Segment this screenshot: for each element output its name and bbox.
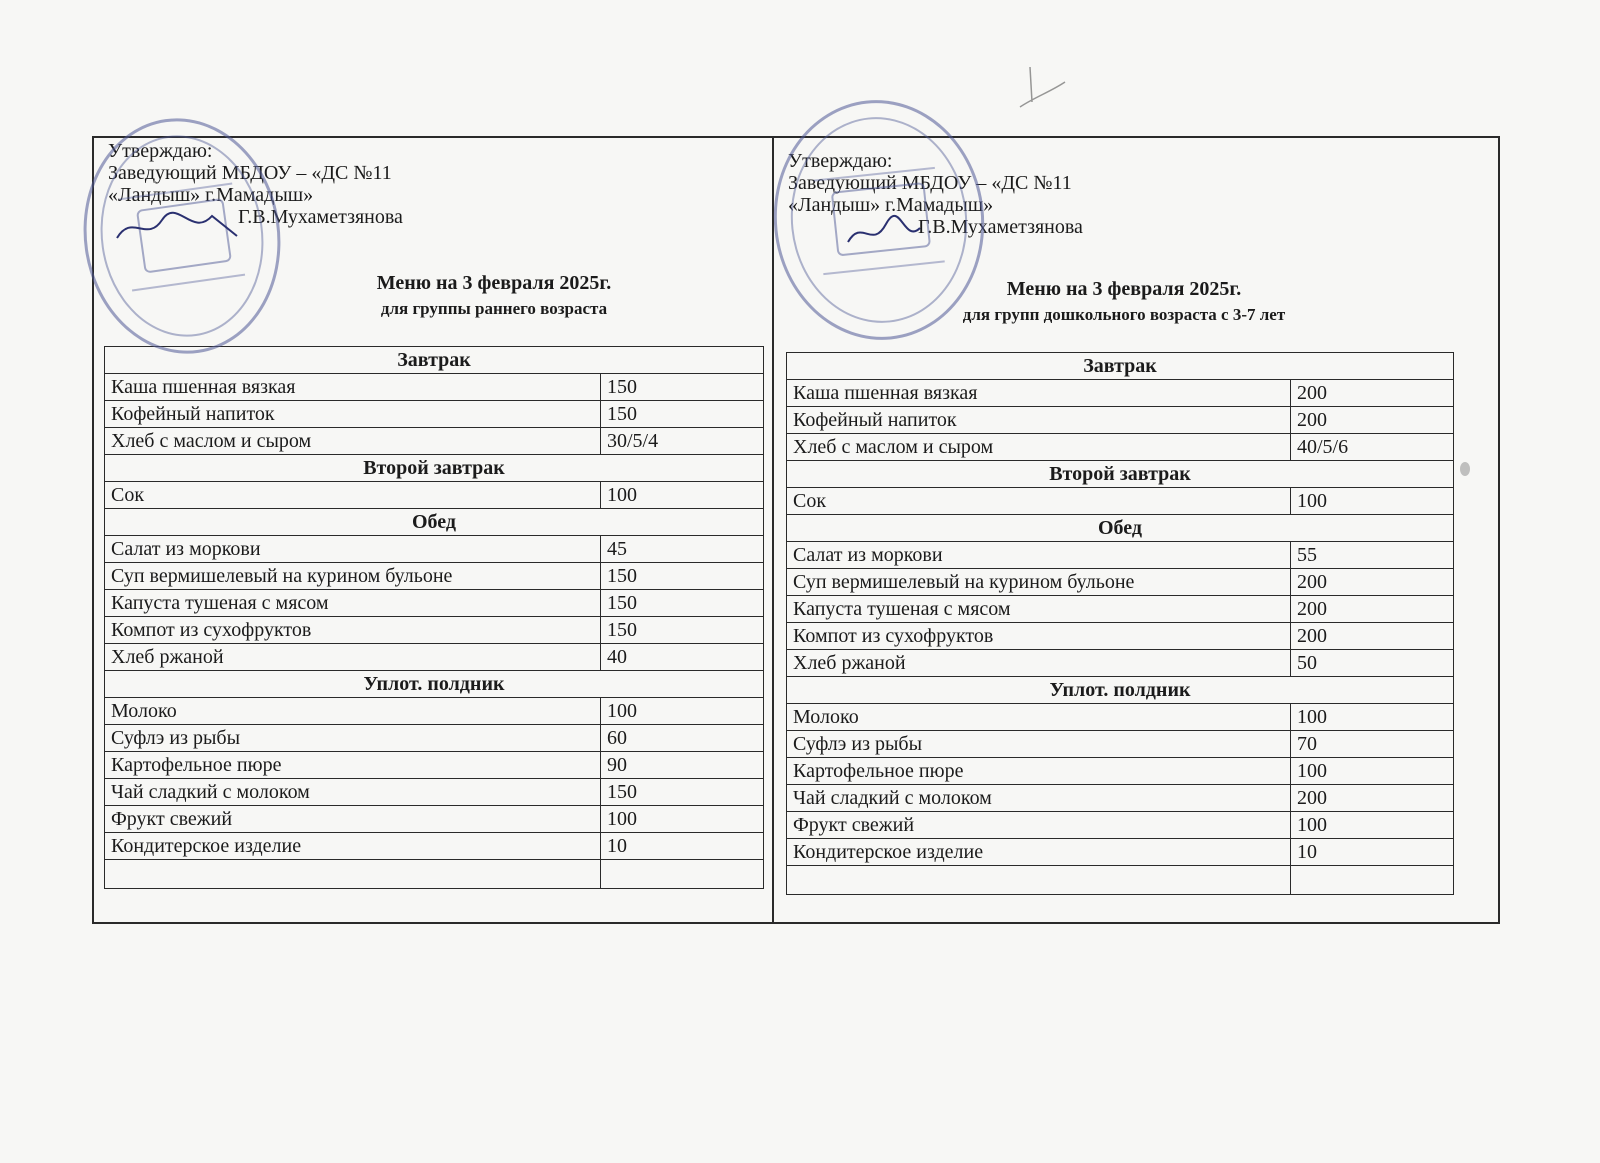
meal-section-heading: Уплот. полдник: [105, 671, 764, 698]
portion-size: 200: [1291, 407, 1454, 434]
section-row: [105, 347, 764, 374]
table-row: [787, 758, 1454, 785]
meal-section-heading: Обед: [787, 515, 1454, 542]
table-row: [787, 488, 1454, 515]
table-row: [787, 704, 1454, 731]
portion-size: 100: [1291, 812, 1454, 839]
table-row: [105, 725, 764, 752]
dish-name: Хлеб ржаной: [787, 650, 1291, 677]
table-row: [105, 779, 764, 806]
portion-size: 100: [1291, 488, 1454, 515]
table-row: [105, 698, 764, 725]
approval-signer: Г.В.Мухаметзянова: [918, 216, 1083, 238]
table-row: [105, 428, 764, 455]
table-row: [787, 812, 1454, 839]
table-row: [105, 833, 764, 860]
section-row: [105, 509, 764, 536]
portion-size: 200: [1291, 785, 1454, 812]
dish-name: Капуста тушеная с мясом: [787, 596, 1291, 623]
portion-size: 150: [601, 590, 764, 617]
table-row: [105, 644, 764, 671]
section-row: [787, 515, 1454, 542]
table-row: [105, 482, 764, 509]
menu-table: [104, 346, 764, 889]
table-row: [105, 401, 764, 428]
menu-table: [786, 352, 1454, 895]
approval-organization: «Ландыш» г.Мамадыш»: [108, 184, 314, 206]
empty-cell: [1291, 866, 1454, 895]
portion-size: 100: [1291, 758, 1454, 785]
dish-name: Фрукт свежий: [105, 806, 601, 833]
portion-size: 150: [601, 617, 764, 644]
portion-size: 55: [1291, 542, 1454, 569]
dish-name: Салат из моркови: [787, 542, 1291, 569]
table-row: [787, 623, 1454, 650]
portion-size: 100: [601, 806, 764, 833]
menu-group-title: для групп дошкольного возраста с 3-7 лет: [962, 305, 1286, 324]
portion-size: 40/5/6: [1291, 434, 1454, 461]
approval-title: Утверждаю:: [788, 150, 893, 172]
menu-panel-early-age: [94, 138, 772, 922]
dish-name: Хлеб с маслом и сыром: [105, 428, 601, 455]
approval-position: Заведующий МБДОУ – «ДС №11: [788, 172, 1072, 194]
approval-organization: «Ландыш» г.Мамадыш»: [788, 194, 994, 216]
portion-size: 150: [601, 563, 764, 590]
meal-section-heading: Второй завтрак: [105, 455, 764, 482]
table-row: [787, 731, 1454, 758]
table-row: [787, 785, 1454, 812]
table-row: [105, 752, 764, 779]
dish-name: Капуста тушеная с мясом: [105, 590, 601, 617]
portion-size: 90: [601, 752, 764, 779]
dish-name: Кофейный напиток: [787, 407, 1291, 434]
section-row: [105, 671, 764, 698]
dish-name: Картофельное пюре: [787, 758, 1291, 785]
portion-size: 150: [601, 779, 764, 806]
portion-size: 100: [601, 698, 764, 725]
dish-name: Молоко: [105, 698, 601, 725]
menu-group-title: для группы раннего возраста: [380, 299, 608, 318]
menu-heading: [914, 278, 1334, 325]
table-row: [105, 590, 764, 617]
section-row: [787, 461, 1454, 488]
table-row: [105, 536, 764, 563]
table-row: [105, 806, 764, 833]
portion-size: 200: [1291, 380, 1454, 407]
dish-name: Каша пшенная вязкая: [787, 380, 1291, 407]
scan-artifact: [1460, 462, 1470, 476]
dish-name: Компот из сухофруктов: [105, 617, 601, 644]
dish-name: Кондитерское изделие: [787, 839, 1291, 866]
menu-date-title: Меню на 3 февраля 2025г.: [376, 272, 612, 294]
dish-name: Кофейный напиток: [105, 401, 601, 428]
menu-date-title: Меню на 3 февраля 2025г.: [1006, 278, 1242, 300]
portion-size: 10: [1291, 839, 1454, 866]
table-row: [105, 563, 764, 590]
approval-signer: Г.В.Мухаметзянова: [238, 206, 403, 228]
meal-section-heading: Второй завтрак: [787, 461, 1454, 488]
portion-size: 100: [1291, 704, 1454, 731]
portion-size: 150: [601, 401, 764, 428]
meal-section-heading: Обед: [105, 509, 764, 536]
section-row: [787, 677, 1454, 704]
empty-cell: [105, 860, 601, 889]
menu-heading: [294, 272, 694, 319]
portion-size: 10: [601, 833, 764, 860]
document-frame: [92, 136, 1500, 924]
dish-name: Суп вермишелевый на курином бульоне: [787, 569, 1291, 596]
empty-row: [105, 860, 764, 889]
meal-section-heading: Уплот. полдник: [787, 677, 1454, 704]
table-row: [105, 374, 764, 401]
table-row: [787, 542, 1454, 569]
portion-size: 70: [1291, 731, 1454, 758]
table-row: [787, 569, 1454, 596]
dish-name: Компот из сухофруктов: [787, 623, 1291, 650]
table-row: [787, 650, 1454, 677]
portion-size: 100: [601, 482, 764, 509]
dish-name: Молоко: [787, 704, 1291, 731]
handwritten-mark: [1010, 62, 1070, 122]
approval-title: Утверждаю:: [108, 140, 213, 162]
portion-size: 45: [601, 536, 764, 563]
portion-size: 200: [1291, 596, 1454, 623]
portion-size: 60: [601, 725, 764, 752]
portion-size: 150: [601, 374, 764, 401]
handwritten-signature: [112, 208, 242, 248]
dish-name: Хлеб ржаной: [105, 644, 601, 671]
table-row: [787, 407, 1454, 434]
approval-position: Заведующий МБДОУ – «ДС №11: [108, 162, 392, 184]
portion-size: 50: [1291, 650, 1454, 677]
section-row: [105, 455, 764, 482]
portion-size: 30/5/4: [601, 428, 764, 455]
dish-name: Сок: [787, 488, 1291, 515]
table-row: [787, 596, 1454, 623]
dish-name: Картофельное пюре: [105, 752, 601, 779]
dish-name: Кондитерское изделие: [105, 833, 601, 860]
table-row: [787, 839, 1454, 866]
portion-size: 40: [601, 644, 764, 671]
handwritten-signature: [844, 214, 924, 254]
portion-size: 200: [1291, 623, 1454, 650]
approval-block: [788, 150, 1083, 238]
dish-name: Суфлэ из рыбы: [105, 725, 601, 752]
section-row: [787, 353, 1454, 380]
dish-name: Салат из моркови: [105, 536, 601, 563]
dish-name: Каша пшенная вязкая: [105, 374, 601, 401]
empty-cell: [601, 860, 764, 889]
empty-row: [787, 866, 1454, 895]
empty-cell: [787, 866, 1291, 895]
table-row: [105, 617, 764, 644]
dish-name: Суфлэ из рыбы: [787, 731, 1291, 758]
dish-name: Чай сладкий с молоком: [787, 785, 1291, 812]
meal-section-heading: Завтрак: [787, 353, 1454, 380]
dish-name: Хлеб с маслом и сыром: [787, 434, 1291, 461]
menu-panel-preschool: [774, 138, 1498, 922]
portion-size: 200: [1291, 569, 1454, 596]
table-row: [787, 380, 1454, 407]
dish-name: Сок: [105, 482, 601, 509]
dish-name: Чай сладкий с молоком: [105, 779, 601, 806]
meal-section-heading: Завтрак: [105, 347, 764, 374]
table-row: [787, 434, 1454, 461]
dish-name: Суп вермишелевый на курином бульоне: [105, 563, 601, 590]
dish-name: Фрукт свежий: [787, 812, 1291, 839]
